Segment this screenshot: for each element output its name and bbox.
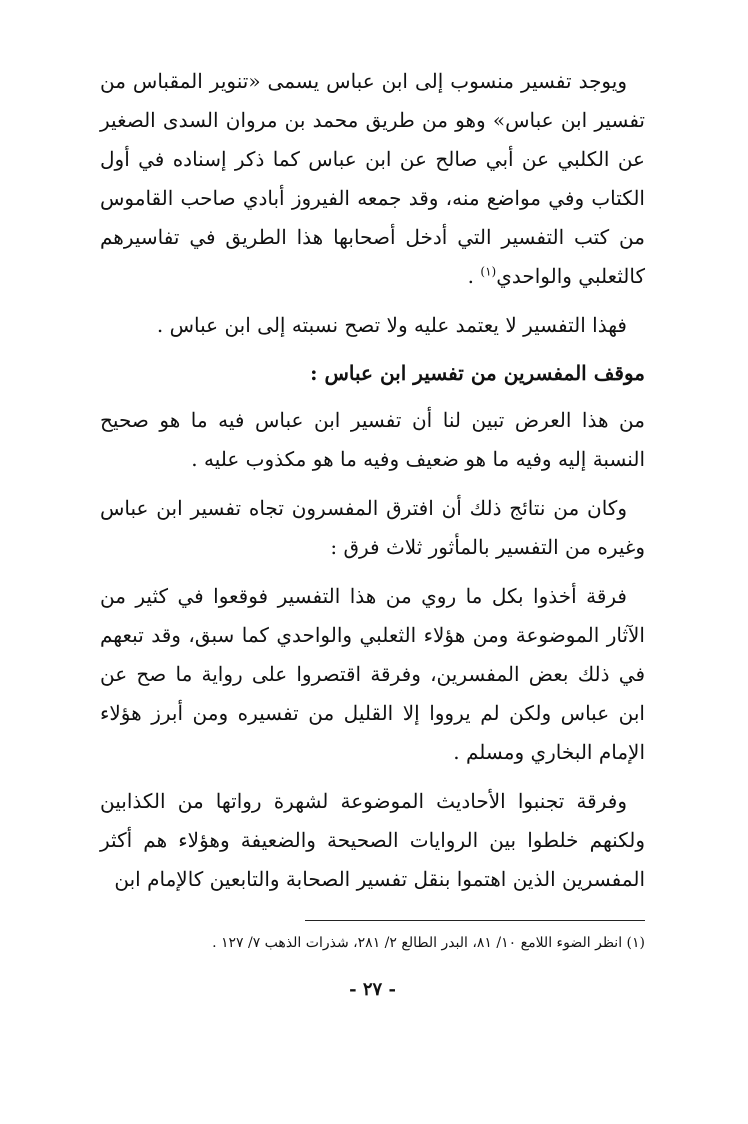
paragraph-review-result: من هذا العرض تبين لنا أن تفسير ابن عباس فيه ما هو صحيح النسبة إليه وفيه ما هو ضعيف وفيه ما هو مكذوب عليه . [100, 408, 645, 471]
footnote-reference-1[interactable]: (١) [480, 264, 497, 279]
footnote-divider [305, 920, 645, 921]
paragraph-third-group: وفرقة تجنبوا الأحاديث الموضوعة لشهرة رواتها من الكذابين ولكنهم خلطوا بين الروايات الصحيحة والضعيفة وهؤلاء هم أكثر المفسرين الذين اهتموا بنقل تفسير الصحابة والتابعين كالإمام ابن [100, 789, 645, 891]
paragraph-tanweer-al-miqbas [100, 62, 645, 296]
page-number: - ٢٧ - [349, 979, 396, 1000]
paragraph-first-groups: فرقة أخذوا بكل ما روي من هذا التفسير فوقعوا في كثير من الآثار الموضوعة ومن هؤلاء الثعلبي والواحدي كما سبق، وقد تبعهم في ذلك بعض المفسرين، وفرقة اقتصروا على رواية ما صح عن ابن عباس ولكن لم يرووا إلا القليل من تفسيره ومن أبرز هؤلاء الإمام البخاري ومسلم . [100, 584, 645, 764]
paragraph-text: ويوجد تفسير منسوب إلى ابن عباس يسمى «تنوير المقباس من تفسير ابن عباس» وهو من طريق محمد بن مروان السدى الصغير عن الكلبي عن أبي صالح عن ابن عباس كما ذكر إسناده في أول الكتاب وفي مواضع منه، وقد جمعه الفيروز أبادي صاحب القاموس من كتب التفسير التي أدخل أصحابها هذا الطريق في تفاسيرهم كالثعلبي والواحدي [100, 69, 645, 288]
paragraph-not-reliable: فهذا التفسير لا يعتمد عليه ولا تصح نسبته إلى ابن عباس . [156, 313, 627, 337]
section-heading: موقف المفسرين من تفسير ابن عباس : [310, 361, 645, 385]
paragraph-end: . [467, 264, 481, 288]
footnote-1: (١) انظر الضوء اللامع ١٠/ ٨١، البدر الطالع ٢/ ٢٨١، شذرات الذهب ٧/ ١٢٧ . [212, 935, 645, 951]
paragraph-three-groups: وكان من نتائج ذلك أن افترق المفسرون تجاه تفسير ابن عباس وغيره من التفسير بالمأثور ثلاث فرق : [100, 496, 645, 559]
book-page [100, 62, 645, 1022]
